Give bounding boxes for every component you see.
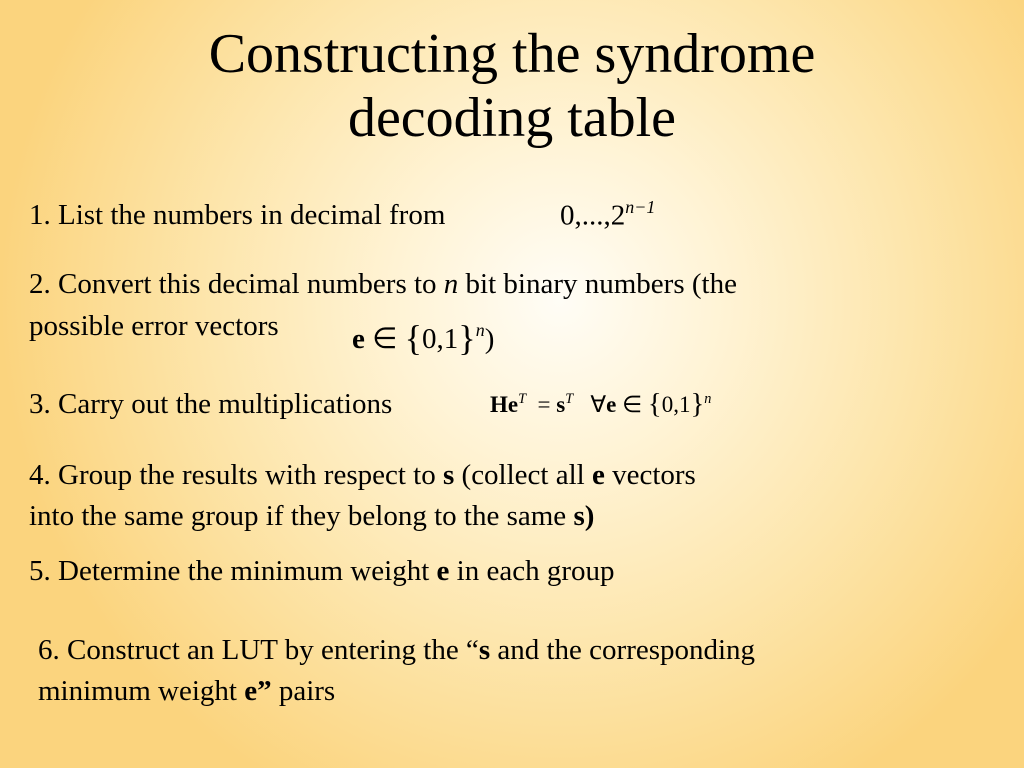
step-6-line-1	[38, 630, 755, 670]
step-6-text-c: minimum weight	[38, 675, 245, 707]
step-4-text-c: vectors	[604, 459, 696, 491]
step-4-text-a: 4. Group the results with respect to	[29, 459, 443, 491]
step-5-text-b: in each group	[449, 555, 615, 587]
title-line-2: decoding table	[347, 87, 677, 149]
step-6-text-a: 6. Construct an LUT by entering the “	[38, 634, 479, 666]
step-1-formula	[560, 199, 655, 231]
step-6-text-d: pairs	[271, 675, 336, 707]
step-3-formula-T2: T	[565, 390, 574, 407]
step-3-formula-eq: =	[537, 392, 551, 417]
step-2-formula: e ∈ $\{0,1\}^n$)	[352, 317, 495, 358]
step-1	[29, 195, 445, 235]
step-4-line-2	[29, 496, 594, 536]
step-2-formula-in: ∈	[372, 323, 398, 355]
step-2-line-2	[29, 306, 279, 346]
step-6-line-2	[38, 671, 335, 711]
step-2-formula-e: e	[352, 323, 365, 355]
step-4-line-1	[29, 455, 696, 495]
step-3-formula-T1: T	[518, 390, 527, 407]
step-2-close-paren: )	[484, 323, 495, 355]
step-3	[29, 384, 392, 424]
step-3-formula-exponent: n	[704, 390, 712, 407]
step-2-formula-set: 0,1	[422, 323, 459, 355]
title-line-1: Constructing the syndrome	[208, 23, 816, 85]
step-5-bold-e: e	[436, 555, 450, 587]
slide-title	[0, 22, 1024, 150]
step-5	[29, 551, 615, 591]
step-1-formula-base: 0,...,2	[560, 199, 626, 232]
step-5-text-a: 5. Determine the minimum weight	[29, 555, 437, 587]
step-4-bold-s2: s)	[573, 500, 595, 532]
step-3-formula-forall: ∀	[590, 392, 607, 417]
step-1-formula-exponent: n−1	[625, 197, 656, 218]
step-2-var-n: n	[443, 268, 459, 300]
step-3-formula-set: 0,1	[661, 392, 691, 417]
step-4-text-d: into the same group if they belong to the same	[29, 500, 574, 532]
step-6-bold-s: s	[478, 634, 491, 666]
step-6-text-b: and the corresponding	[490, 634, 756, 666]
step-2-line-1	[29, 264, 737, 304]
step-2-formula-exponent: n	[475, 320, 485, 341]
step-1-text: 1. List the numbers in decimal from	[29, 199, 446, 231]
step-3-formula-s: s	[556, 392, 566, 417]
step-4-bold-s: s	[442, 459, 455, 491]
step-2-text-c: possible error vectors	[29, 310, 279, 342]
step-3-formula-He: He	[490, 392, 519, 417]
step-4-bold-e: e	[591, 459, 605, 491]
step-2-text-b: bit binary numbers (the	[458, 268, 737, 300]
step-2-text-a: 2. Convert this decimal numbers to	[29, 268, 444, 300]
step-3-formula: $He^T = s^T$ ∀e ∈ $\{0,1\}^n$	[490, 388, 712, 421]
step-3-formula-in: ∈	[622, 392, 643, 417]
step-4-text-b: (collect all	[454, 459, 592, 491]
step-3-formula-e: e	[606, 392, 617, 417]
step-3-text: 3. Carry out the multiplications	[29, 388, 393, 420]
step-6-bold-e: e”	[244, 675, 272, 707]
